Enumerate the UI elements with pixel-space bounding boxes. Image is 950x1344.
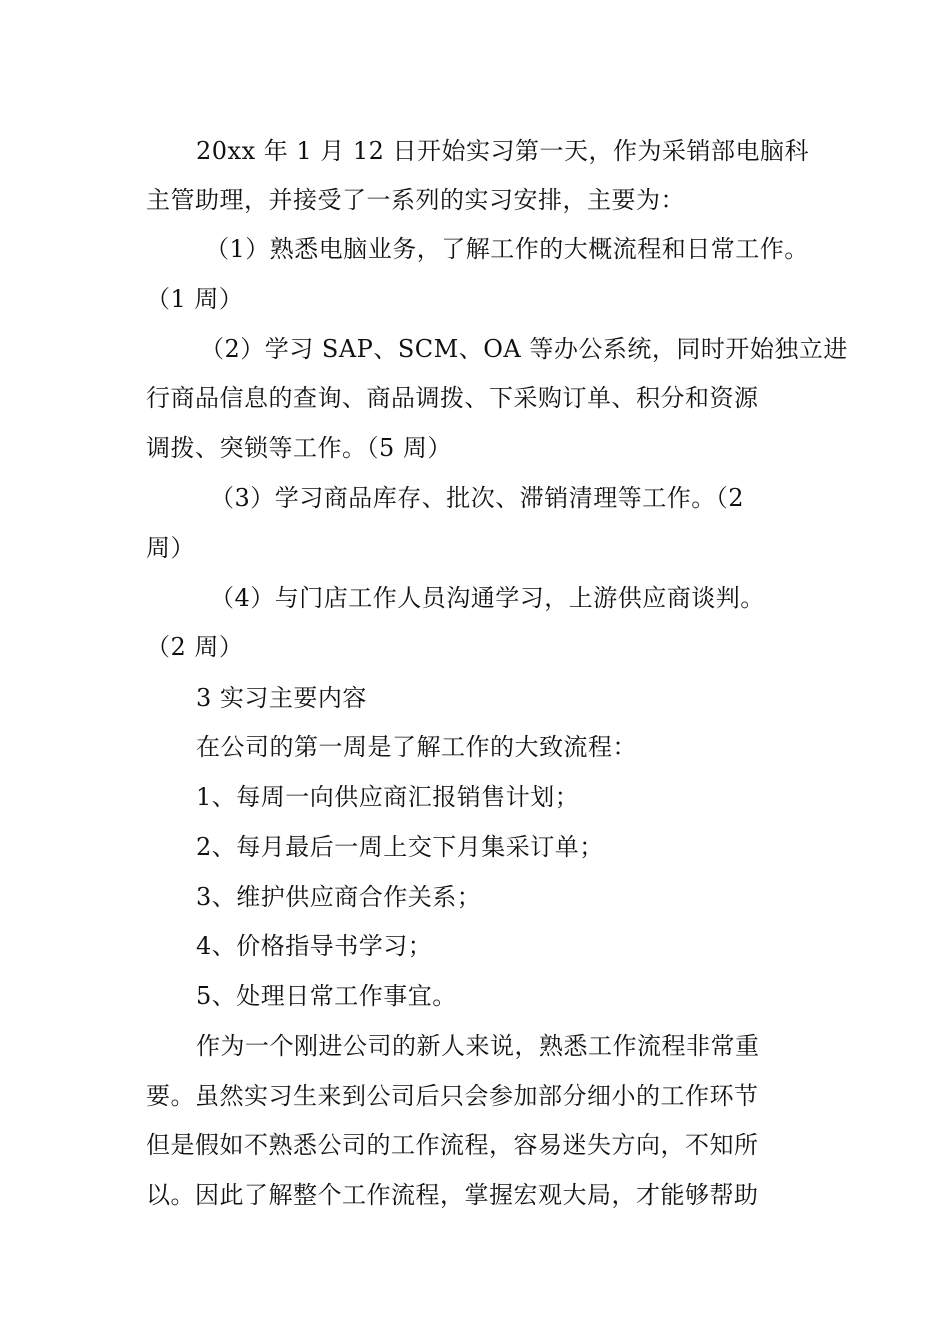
paragraph-line: 主管助理，并接受了一系列的实习安排，主要为： — [146, 186, 685, 214]
paragraph-line: 周） — [146, 534, 195, 562]
paragraph-line: 在公司的第一周是了解工作的大致流程： — [196, 733, 637, 761]
paragraph-line: 行商品信息的查询、商品调拨、下采购订单、积分和资源 — [146, 384, 759, 412]
paragraph-line: （1）熟悉电脑业务，了解工作的大概流程和日常工作。 — [205, 235, 809, 263]
paragraph-line: 作为一个刚进公司的新人来说，熟悉工作流程非常重 — [196, 1032, 760, 1060]
list-item: 4、价格指导书学习； — [196, 932, 433, 960]
section-heading: 3 实习主要内容 — [196, 684, 367, 712]
paragraph-line: （3）学习商品库存、批次、滞销清理等工作。（2 — [210, 484, 745, 512]
paragraph-line: 要。虽然实习生来到公司后只会参加部分细小的工作环节 — [146, 1082, 759, 1110]
paragraph-line: （2）学习 SAP、SCM、OA 等办公系统，同时开始独立进 — [200, 335, 848, 363]
paragraph-line: 以。因此了解整个工作流程，掌握宏观大局，才能够帮助 — [146, 1181, 759, 1209]
paragraph-line: （2 周） — [146, 633, 244, 661]
list-item: 1、每周一向供应商汇报销售计划； — [196, 783, 580, 811]
paragraph-line: （1 周） — [146, 285, 244, 313]
list-item: 2、每月最后一周上交下月集采订单； — [196, 833, 604, 861]
paragraph-line: 20xx 年 1 月 12 日开始实习第一天，作为采销部电脑科 — [196, 137, 810, 165]
paragraph-line: （4）与门店工作人员沟通学习，上游供应商谈判。 — [210, 584, 765, 612]
list-item: 5、处理日常工作事宜。 — [196, 982, 457, 1010]
paragraph-line: 调拨、突锁等工作。（5 周） — [146, 434, 452, 462]
paragraph-line: 但是假如不熟悉公司的工作流程，容易迷失方向，不知所 — [146, 1131, 759, 1159]
list-item: 3、维护供应商合作关系； — [196, 883, 482, 911]
